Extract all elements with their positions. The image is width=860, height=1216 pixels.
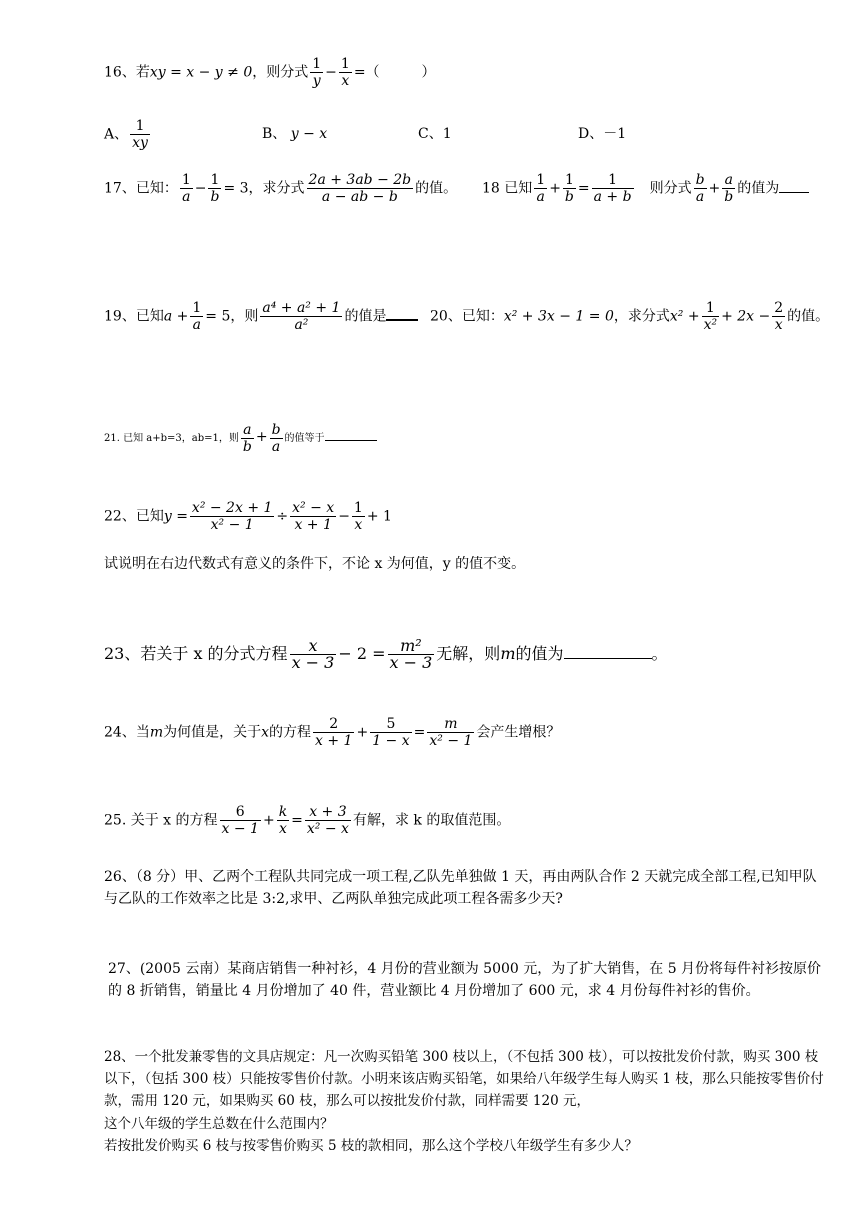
q16-option-a: A、 $\frac{1}{xy}$ [104, 118, 148, 151]
q23-fraction-2: $\frac{\text{m²}}{x - 3}$ [389, 636, 433, 672]
q18-fraction-sum: $\frac{1}{a + b}$ [593, 172, 632, 205]
q17-fraction-b: $\frac{1}{b}$ [210, 172, 220, 205]
q16-mid: ，则分式 [252, 64, 309, 81]
q21-fraction-2: $\frac{b}{a}$ [271, 422, 281, 455]
q22-fraction-1: $\frac{\text{x² − 2x + 1}}{\text{x² − 1}}$ [191, 500, 273, 533]
q16-tail: =（ ） [353, 64, 436, 81]
q22-instruction: 试说明在右边代数式有意义的条件下，不论 x 为何值，y 的值不变。 [104, 556, 526, 572]
q19-fraction-1: $\frac{1}{a}$ [192, 300, 202, 333]
q19-fraction-2: $\frac{\text{a⁴ + a² + 1}}{\text{a²}}$ [262, 300, 341, 333]
question-18: 18 已知 $\frac{1}{a}$ + $\frac{1}{b}$ = $\frac{1}{a + b}$ 则分式 $\frac{b}{a}$ + $\frac{a}{b}$ 的值为 [482, 172, 809, 205]
question-24: 24、当m为何值是，关于x的方程 $\frac{2}{x + 1}$ + $\frac{5}{1 - x}$ = $\frac{m}{\text{x² − 1}}$ 会产生增根？ [104, 716, 561, 749]
question-20: 20、已知：x² + 3x − 1 = 0，求分式x² + $\frac{1}{\text{x²}}$ + 2x − $\frac{2}{x}$ 的值。 [430, 300, 830, 333]
question-16: 16、若xy = x − y ≠ 0，则分式 $\frac{1}{y}$ − $\frac{1}{x}$ =（ ） [104, 56, 436, 89]
q23-answer-blank[interactable] [564, 658, 652, 659]
question-19: 19、已知a + $\frac{1}{a}$ = 5，则 $\frac{\text{a⁴ + a² + 1}}{\text{a²}}$ 的值是 [104, 300, 418, 333]
q17-fraction-a: $\frac{1}{a}$ [181, 172, 191, 205]
q19-answer-blank[interactable] [386, 319, 418, 321]
question-28: 28、一个批发兼零售的文具店规定：凡一次购买铅笔 300 枝以上，（不包括 300 枝），可以按批发价付款，购买 300 枝以下，（包括 300 枝）只能按零售价付款。小明来该店购买铅笔，如果给八年级学生每人购买 1 枝，那么只能按零售价付款，需用 120 元，如果购买 60 枝，那么可以按批发价付款，同样需要 120 元， [104, 1049, 824, 1109]
q20-fraction-2: $\frac{2}{x}$ [774, 300, 784, 333]
q16-option-a-fraction: $\frac{1}{xy}$ [132, 118, 148, 151]
question-26: 26、（8 分）甲、乙两个工程队共同完成一项工程,乙队先单独做 1 天，再由两队合作 2 天就完成全部工程,已知甲队与乙队的工作效率之比是 3:2,求甲、乙两队单独完成此项工程各需多少天? [104, 869, 817, 907]
q16-fraction-1: $\frac{1}{y}$ [312, 56, 322, 89]
q22-fraction-2: $\frac{\text{x² − x}}{x + 1}$ [292, 500, 335, 533]
q17-fraction-main: $\frac{2a + 3ab - 2b}{a - ab - b}$ [308, 172, 412, 205]
q21-fraction-1: $\frac{a}{b}$ [242, 422, 252, 455]
question-25: 25. 关于 x 的方程 $\frac{6}{x - 1}$ + $\frac{k}{x}$ = $\frac{x + 3}{\text{x² − x}}$ 有解，求 k 的取值范围。 [104, 804, 511, 837]
q28-line-3: 若按批发价购买 6 枝与按零售价购买 5 枝的款相同，那么这个学校八年级学生有多少人？ [104, 1138, 638, 1154]
q28-line-2: 这个八年级的学生总数在什么范围内？ [104, 1116, 334, 1132]
q16-option-c: C、1 [418, 126, 452, 142]
q24-fraction-1: $\frac{2}{x + 1}$ [315, 716, 353, 749]
q21-answer-blank[interactable] [325, 440, 377, 441]
q24-fraction-3: $\frac{m}{\text{x² − 1}}$ [429, 716, 473, 749]
q18-fraction-x: $\frac{b}{a}$ [695, 172, 705, 205]
question-27: 27、(2005 云南）某商店销售一种衬衫，4 月份的营业额为 5000 元，为了扩大销售，在 5 月份将每件衬衫按原价的 8 折销售，销量比 4 月份增加了 40 件，营业额比 4 月份增加了 600 元，求 4 月份每件衬衫的售价。 [108, 961, 822, 999]
q16-condition: xy = x − y ≠ 0 [149, 64, 253, 81]
question-21: 21. 已知 a+b=3，ab=1，则 $\frac{a}{b}$ + $\frac{b}{a}$ 的值等于 [104, 422, 377, 455]
q18-answer-blank[interactable] [779, 192, 809, 193]
q25-fraction-2: $\frac{k}{x}$ [278, 804, 288, 837]
question-22: 22、已知y = $\frac{\text{x² − 2x + 1}}{\text{x² − 1}}$ ÷ $\frac{\text{x² − x}}{x + 1}$ − $\frac{1}{x}$ + 1 [104, 500, 392, 533]
q23-fraction-1: $\frac{x}{x - 3}$ [291, 636, 335, 672]
q18-fraction-a: $\frac{1}{a}$ [536, 172, 546, 205]
q16-fraction-2: $\frac{1}{x}$ [340, 56, 350, 89]
q25-fraction-3: $\frac{x + 3}{\text{x² − x}}$ [306, 804, 349, 837]
q20-fraction-1: $\frac{1}{\text{x²}}$ [703, 300, 718, 333]
q22-fraction-3: $\frac{1}{x}$ [353, 500, 363, 533]
q25-fraction-1: $\frac{6}{x - 1}$ [221, 804, 259, 837]
q16-option-d: D、－1 [578, 126, 627, 142]
question-23: 23、若关于 x 的分式方程 $\frac{x}{x - 3}$ − 2 = $\frac{\text{m²}}{x - 3}$ 无解，则m的值为 。 [104, 636, 668, 672]
q16-prefix: 16、若 [104, 64, 150, 81]
q24-fraction-2: $\frac{5}{1 - x}$ [372, 716, 410, 749]
q18-fraction-b: $\frac{1}{b}$ [564, 172, 574, 205]
q16-option-b: B、 y − x [262, 126, 328, 142]
q18-fraction-y: $\frac{a}{b}$ [724, 172, 734, 205]
question-17: 17、已知： $\frac{1}{a}$ − $\frac{1}{b}$ = 3，求分式 $\frac{2a + 3ab - 2b}{a - ab - b}$ 的值。 [104, 172, 458, 205]
